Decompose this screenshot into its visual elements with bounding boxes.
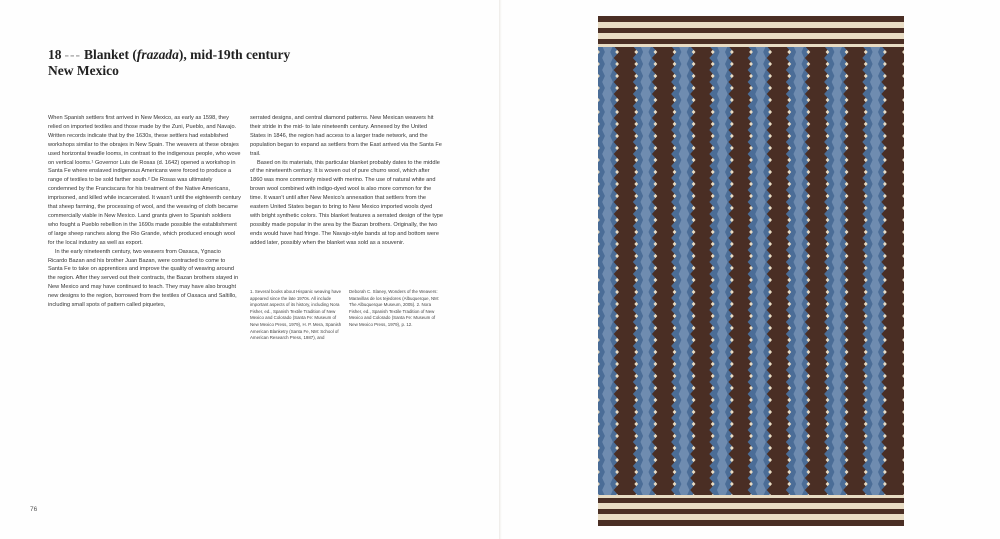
footnote-column-2: Deborah C. Slaney, Wonders of the Weavers: Maravillas de los tejedores (Albuquerque, NM: The Albuquerque Museum, 2005). 2. Nora Fisher, ed., Spanish Textile Tradition of New Mexico and Colorado (Santa Fe: Museum of New Mexico Press, 1979), p. 12. <box>349 289 440 327</box>
bottom-band <box>598 509 904 514</box>
footnote-column-1: 1. Several books about Hispanic weaving have appeared since the late 1970s. All include important aspects of its history, including Nora Fisher, ed., Spanish Textile Tradition of New Mexico and Colorado (Santa Fe: Museum of New Mexico Press, 1979), H. P. Mera, Spanish American Blanketry (Santa Fe, NM: School of American Research Press, 1987), and <box>250 289 342 341</box>
title-italic-term: frazada <box>136 47 179 62</box>
blanket-illustration <box>598 16 904 526</box>
top-band <box>598 28 904 33</box>
blanket-image <box>598 16 904 526</box>
body-column-2 <box>250 114 443 248</box>
right-page <box>502 0 1000 539</box>
body-paragraph: Based on its materials, this particular blanket probably dates to the middle of the nineteenth century. It is woven out of pure churro wool, which after 1860 was more commonly mixed with merino. The use of natural white and brown wool combined with indigo-dyed wool is also more common for the time. It wasn't until after New Mexico's annexation that settlers from the eastern United States began to bring to New Mexico imported wools dyed with bright synthetic colors. This blanket features a serrated design of the type possibly made popular in the area by the Bazan brothers. Originally, the two ends would have had fringe. The Navajo-style bands at top and bottom were added later, possibly when the blanket was sold as a souvenir. <box>250 159 443 246</box>
bottom-band <box>598 514 904 520</box>
bottom-band <box>598 503 904 509</box>
top-band <box>598 16 904 22</box>
title-suffix: ), mid-19th century <box>178 47 291 62</box>
top-band <box>598 22 904 28</box>
heading-title-line <box>48 47 328 63</box>
catalogue-heading <box>48 47 328 79</box>
top-band <box>598 39 904 44</box>
body-paragraph: serrated designs, and central diamond patterns. New Mexican weavers hit their stride in the mid- to late nineteenth century. Annexed by the United States in 1846, the region had access to a larger trade network, and the population began to expand as settlers from the East arrived via the Santa Fe trail. <box>250 115 442 157</box>
top-band <box>598 33 904 39</box>
heading-place: New Mexico <box>48 63 119 78</box>
body-paragraph: When Spanish settlers first arrived in New Mexico, as early as 1598, they relied on imported textiles and those made by the Zuni, Pueblo, and Navajo. Written records indicate that by the 1630s, these settlers had established workshops similar to the obrajes in New Spain. The weavers at these obrajes used horizontal treadle looms, in contrast to the indigenous people, who wove on vertical looms.¹ Governor Luis de Rosas (d. 1642) opened a workshop in Santa Fe where enslaved indigenous Americans were forced to produce a range of textiles to be sold farther south.² De Rosas was ultimately condemned by the Franciscans for his treatment of the Native Americans, imprisoned, and killed while incarcerated. It wasn't until the eighteenth century that sheep farming, the processing of wool, and the weaving of cloth became commercially viable in New Mexico. Land grants given to Spanish soldiers who fought a Pueblo rebellion in the 1690s made possible the establishment of large sheep ranches along the Rio Grande, which produced enough wool for the local industry as well as export. <box>48 115 241 246</box>
page-number: 76 <box>30 506 38 513</box>
bottom-band <box>598 495 904 498</box>
bottom-band <box>598 520 904 526</box>
body-column-1 <box>48 114 241 310</box>
catalogue-number: 18 <box>48 47 62 62</box>
heading-separator: --- <box>64 47 81 62</box>
bottom-band <box>598 498 904 503</box>
title-prefix: Blanket ( <box>84 47 137 62</box>
top-band <box>598 44 904 47</box>
body-paragraph: In the early nineteenth century, two weavers from Oaxaca, Ygnacio Ricardo Bazan and his brother Juan Bazan, were contracted to come to Santa Fe to take on apprentices and improve the quality of weaving around the region. After they served out their contracts, the Bazan brothers stayed in New Mexico and may have continued to teach. They may have also brought new designs to the region, borrowed from the textiles of Oaxaca and Saltillo, including small spots of pattern called piquetes, <box>48 248 239 309</box>
